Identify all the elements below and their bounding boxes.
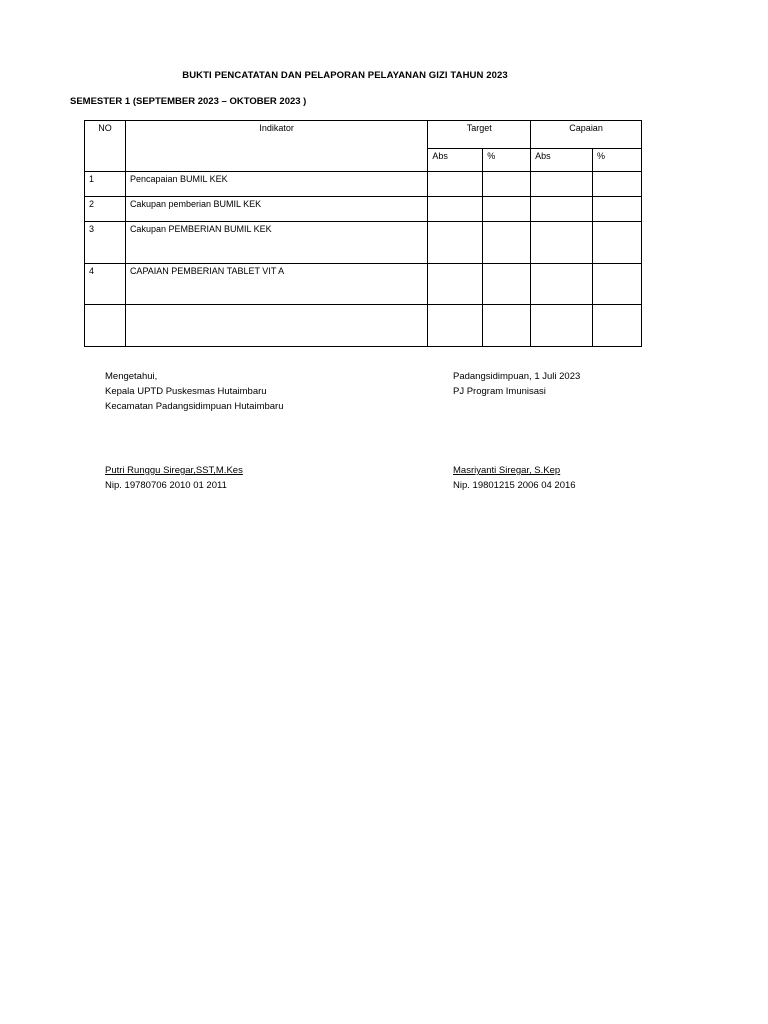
- cell-target-abs: [428, 222, 483, 264]
- cell-target-pct: [483, 172, 531, 197]
- cell-capaian-pct: [593, 264, 642, 305]
- row-indikator: Cakupan PEMBERIAN BUMIL KEK: [125, 222, 427, 264]
- right-signature-block: [453, 463, 576, 493]
- row-no: 3: [85, 222, 126, 264]
- right-signature-header: [453, 369, 580, 399]
- cell-target-pct: [483, 197, 531, 222]
- left-signature-block: [105, 463, 243, 493]
- cell-target-pct: [483, 222, 531, 264]
- header-target-abs: Abs: [428, 148, 483, 171]
- table-row: [85, 264, 642, 305]
- document-title: BUKTI PENCATATAN DAN PELAPORAN PELAYANAN GIZI TAHUN 2023: [182, 70, 508, 81]
- cell-capaian-abs: [531, 305, 593, 347]
- cell-capaian-abs: [531, 264, 593, 305]
- cell-capaian-abs: [531, 222, 593, 264]
- right-sig-line1: Padangsidimpuan, 1 Juli 2023: [453, 371, 581, 382]
- right-sig-line2: PJ Program Imunisasi: [453, 386, 546, 397]
- cell-target-abs: [428, 197, 483, 222]
- header-capaian: Capaian: [531, 121, 642, 149]
- cell-capaian-abs: [531, 197, 593, 222]
- cell-target-pct: [483, 264, 531, 305]
- table-row: [85, 305, 642, 347]
- row-indikator: CAPAIAN PEMBERIAN TABLET VIT A: [125, 264, 427, 305]
- left-signatory-name: Putri Runggu Siregar,SST,M.Kes: [105, 465, 243, 476]
- right-signatory-nip: Nip. 19801215 2006 04 2016: [453, 480, 576, 491]
- table-row: [85, 222, 642, 264]
- header-indikator: Indikator: [125, 121, 427, 172]
- semester-label: SEMESTER 1 (SEPTEMBER 2023 – OKTOBER 2023 ): [70, 96, 307, 107]
- header-capaian-abs: Abs: [531, 148, 593, 171]
- left-sig-line3: Kecamatan Padangsidimpuan Hutaimbaru: [105, 401, 284, 412]
- row-indikator: [125, 305, 427, 347]
- row-indikator: Pencapaian BUMIL KEK: [125, 172, 427, 197]
- left-sig-line1: Mengetahui,: [105, 371, 158, 382]
- table-header-row: [85, 121, 642, 149]
- row-no: 2: [85, 197, 126, 222]
- left-signature-header: [105, 369, 284, 414]
- cell-target-abs: [428, 305, 483, 347]
- row-no: [85, 305, 126, 347]
- header-capaian-pct: %: [593, 148, 642, 171]
- cell-capaian-pct: [593, 222, 642, 264]
- header-target: Target: [428, 121, 531, 149]
- table-row: [85, 197, 642, 222]
- table-row: [85, 172, 642, 197]
- cell-capaian-pct: [593, 197, 642, 222]
- header-no: NO: [85, 121, 126, 172]
- right-signatory-name: Masriyanti Siregar, S.Kep: [453, 465, 561, 476]
- cell-capaian-pct: [593, 172, 642, 197]
- left-sig-line2: Kepala UPTD Puskesmas Hutaimbaru: [105, 386, 267, 397]
- report-table: [84, 120, 642, 347]
- row-no: 4: [85, 264, 126, 305]
- cell-target-abs: [428, 172, 483, 197]
- row-no: 1: [85, 172, 126, 197]
- cell-target-abs: [428, 264, 483, 305]
- row-indikator: Cakupan pemberian BUMIL KEK: [125, 197, 427, 222]
- header-target-pct: %: [483, 148, 531, 171]
- cell-target-pct: [483, 305, 531, 347]
- cell-capaian-abs: [531, 172, 593, 197]
- cell-capaian-pct: [593, 305, 642, 347]
- left-signatory-nip: Nip. 19780706 2010 01 2011: [105, 480, 227, 491]
